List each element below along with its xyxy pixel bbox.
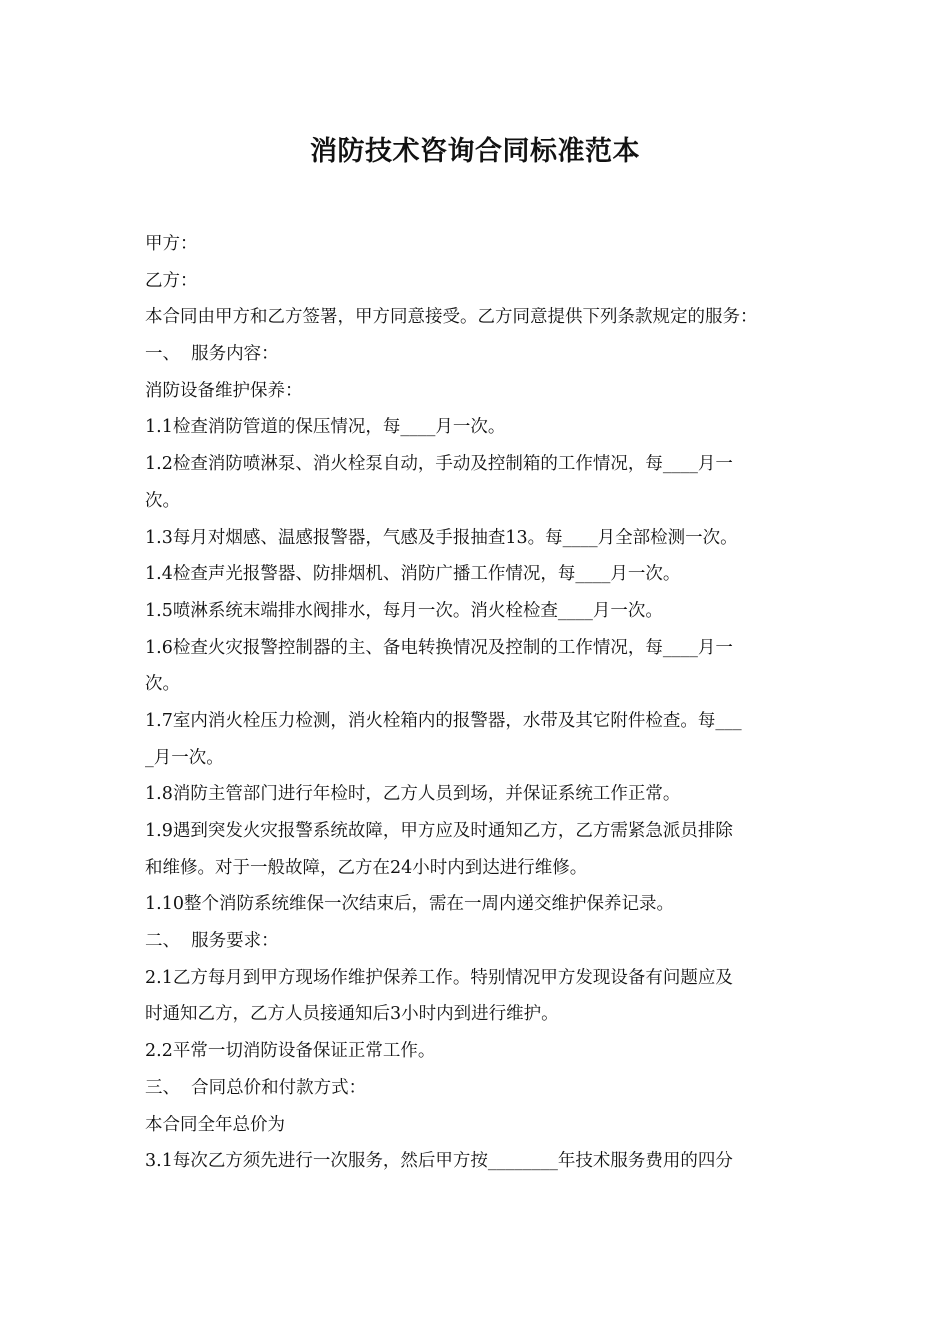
clause-1-9: 1.9遇到突发火灾报警系统故障，甲方应及时通知乙方，乙方需紧急派员排除 <box>145 821 733 841</box>
party-b-line: 乙方： <box>145 270 198 291</box>
section-heading-service-content: 一、 服务内容： <box>145 344 279 365</box>
party-a-line: 甲方： <box>145 234 198 254</box>
clause-1-5: 1.5喷淋系统末端排水阀排水，每月一次。消火栓检查____月一次。 <box>145 600 663 621</box>
clause-1-10: 1.10整个消防系统维保一次结束后，需在一周内递交维护保养记录。 <box>145 894 674 915</box>
total-price-line: 本合同全年总价为 <box>145 1114 285 1135</box>
document-title: 消防技术咨询合同标准范本 <box>310 136 640 167</box>
clause-1-9-continued: 和维修。对于一般故障，乙方在24小时内到达进行维修。 <box>145 857 588 878</box>
clause-1-8: 1.8消防主管部门进行年检时，乙方人员到场，并保证系统工作正常。 <box>145 784 681 805</box>
subheading-maintenance: 消防设备维护保养： <box>145 380 303 401</box>
clause-1-1: 1.1检查消防管道的保压情况，每____月一次。 <box>145 417 506 438</box>
clause-3-1: 3.1每次乙方须先进行一次服务，然后甲方按________年技术服务费用的四分 <box>145 1151 733 1172</box>
clause-2-2: 2.2平常一切消防设备保证正常工作。 <box>145 1041 436 1062</box>
document-body <box>145 226 810 1180</box>
section-heading-price-payment: 三、 合同总价和付款方式： <box>145 1077 367 1098</box>
clause-1-4: 1.4检查声光报警器、防排烟机、消防广播工作情况，每____月一次。 <box>145 564 681 585</box>
clause-2-1: 2.1乙方每月到甲方现场作维护保养工作。特别情况甲方发现设备有问题应及 <box>145 967 733 988</box>
clause-1-6: 1.6检查火灾报警控制器的主、备电转换情况及控制的工作情况，每____月一 <box>145 637 733 658</box>
clause-1-7-continued: _月一次。 <box>145 747 224 768</box>
clause-1-3: 1.3每月对烟感、温感报警器，气感及手报抽查13。每____月全部检测一次。 <box>145 527 738 548</box>
clause-2-1-continued: 时通知乙方，乙方人员接通知后3小时内到进行维护。 <box>145 1004 559 1025</box>
clause-1-2-continued: 次。 <box>145 490 180 511</box>
clause-1-7: 1.7室内消火栓压力检测，消火栓箱内的报警器，水带及其它附件检查。每___ <box>145 710 742 731</box>
clause-1-2: 1.2检查消防喷淋泵、消火栓泵自动，手动及控制箱的工作情况，每____月一 <box>145 454 733 475</box>
intro-paragraph: 本合同由甲方和乙方签署，甲方同意接受。乙方同意提供下列条款规定的服务： <box>145 307 758 328</box>
clause-1-6-continued: 次。 <box>145 674 180 695</box>
section-heading-service-requirements: 二、 服务要求： <box>145 931 279 952</box>
